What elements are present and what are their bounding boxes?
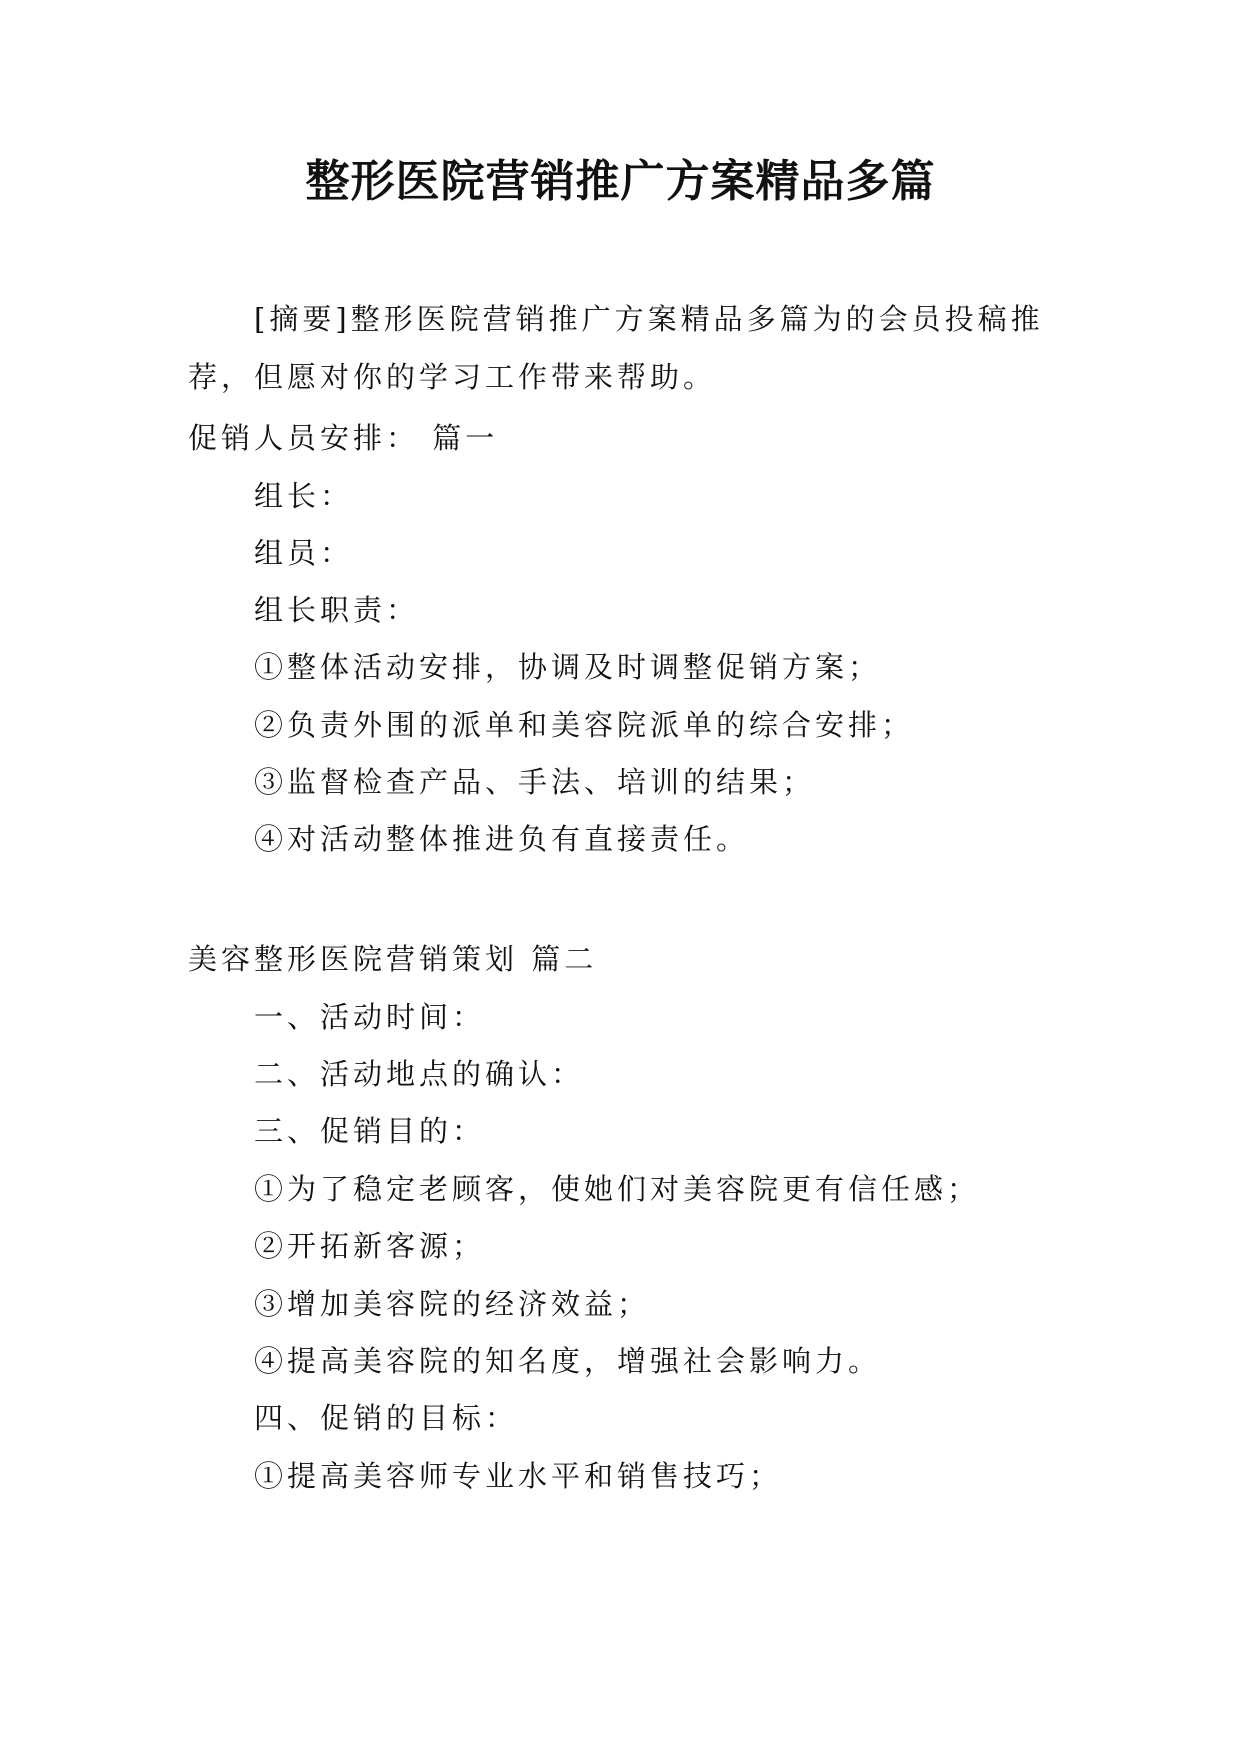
section2-line: ②开拓新客源；: [254, 1229, 486, 1263]
section2-line: 四、促销的目标：: [254, 1401, 519, 1435]
section2-line: 三、促销目的：: [254, 1114, 486, 1148]
section1-line: 组长职责：: [254, 593, 420, 627]
section1-line: ②负责外围的派单和美容院派单的综合安排；: [254, 708, 915, 742]
section2-heading: 美容整形医院营销策划 篇二: [188, 942, 598, 976]
section2-line: ①为了稳定老顾客，使她们对美容院更有信任感；: [254, 1172, 981, 1206]
section2-line: ③增加美容院的经济效益；: [254, 1287, 651, 1321]
document-title: 整形医院营销推广方案精品多篇: [305, 156, 936, 207]
section1-line: ④对活动整体推进负有直接责任。: [254, 822, 750, 856]
section2-line: 一、活动时间：: [254, 1000, 486, 1034]
section2-line: ④提高美容院的知名度，增强社会影响力。: [254, 1344, 882, 1378]
section2-line: ①提高美容师专业水平和销售技巧；: [254, 1459, 783, 1493]
abstract-paragraph: [摘要]整形医院营销推广方案精品多篇为的会员投稿推荐，但愿对你的学习工作带来帮助。: [188, 302, 1044, 394]
section1-line: ③监督检查产品、手法、培训的结果；: [254, 765, 816, 799]
section2-line: 二、活动地点的确认：: [254, 1057, 585, 1091]
section1-line: 组员：: [254, 536, 354, 570]
section1-line: 组长：: [254, 479, 354, 513]
section1-line: ①整体活动安排，协调及时调整促销方案；: [254, 650, 882, 684]
section1-heading: 促销人员安排： 篇一: [188, 421, 499, 455]
